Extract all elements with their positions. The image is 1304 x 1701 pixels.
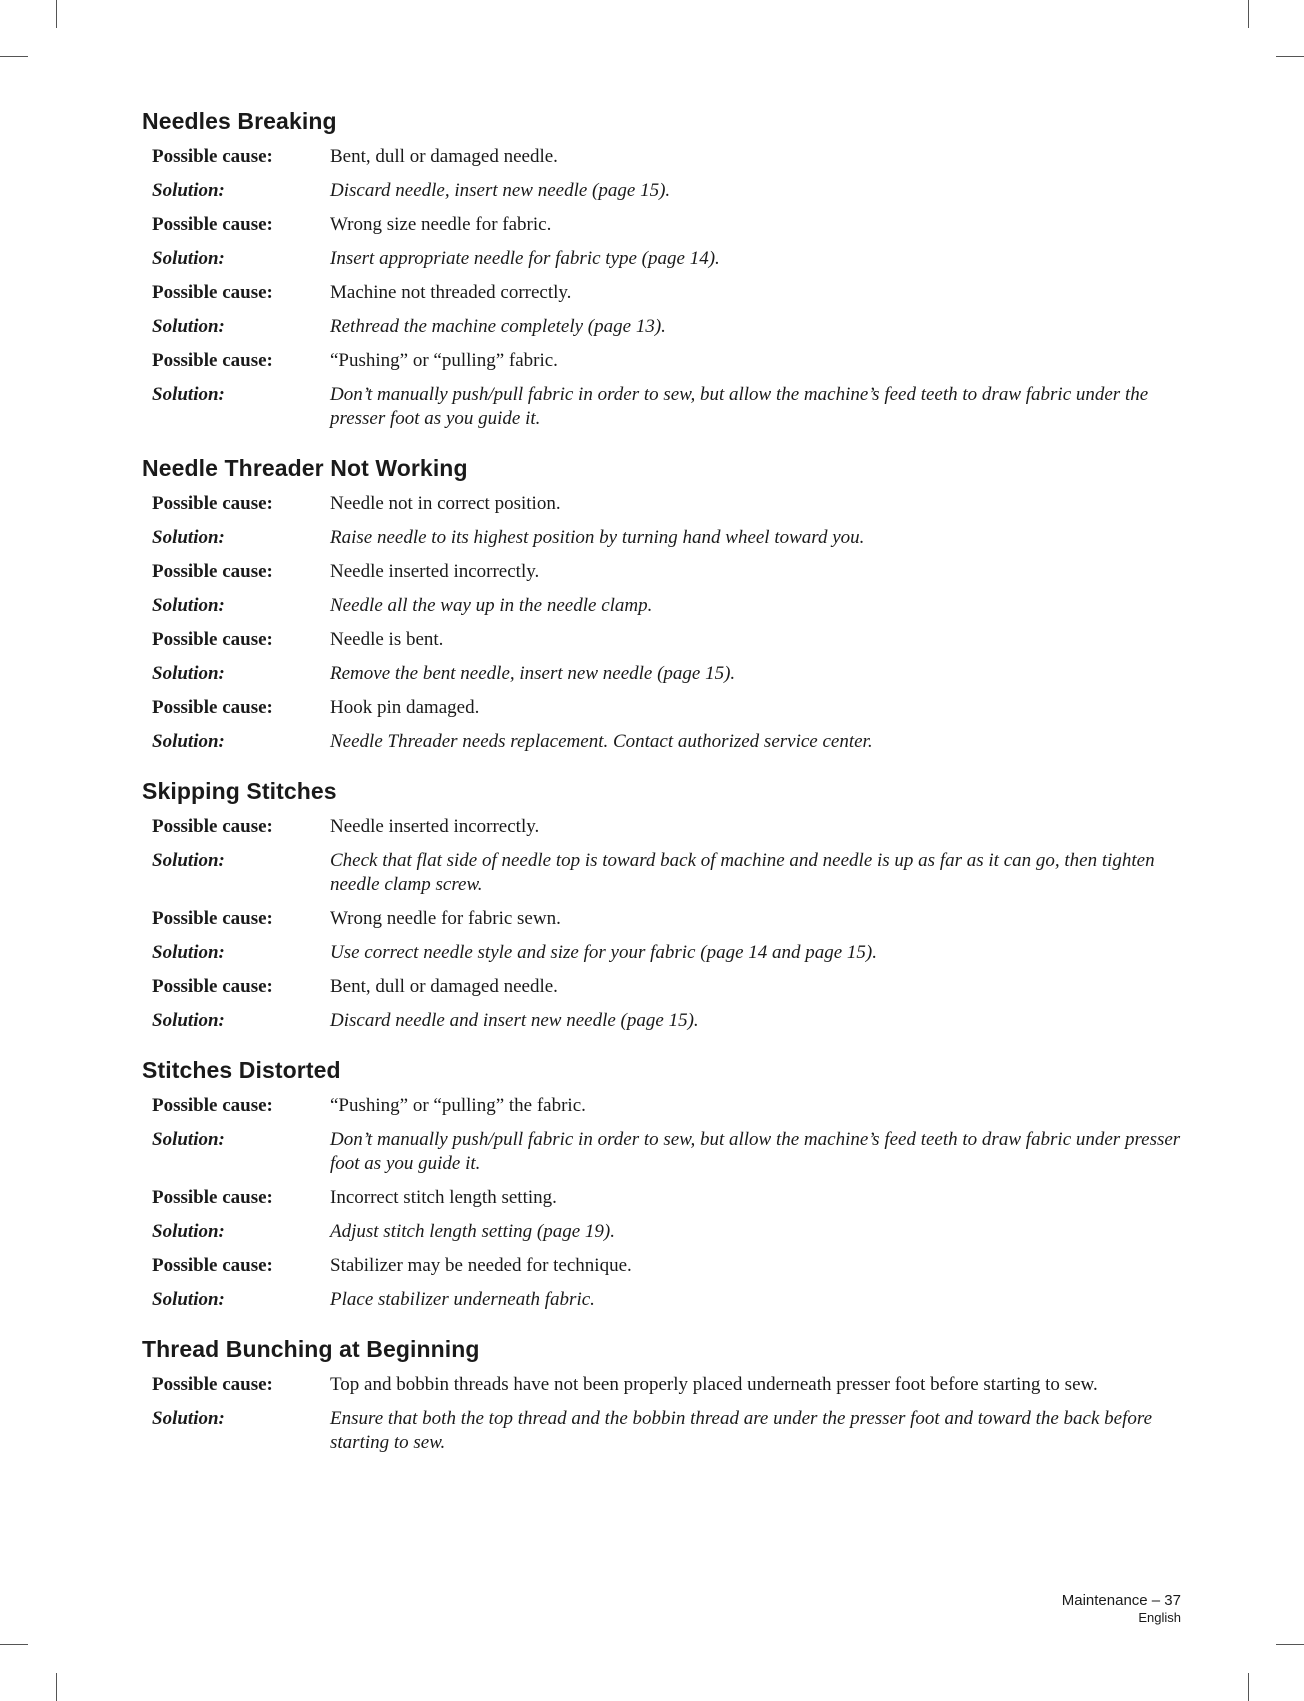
page-footer — [1062, 1592, 1181, 1626]
solution-text: Needle Threader needs replacement. Contact authorized service center. — [330, 731, 873, 752]
crop-mark — [1248, 0, 1249, 28]
solution-label: Solution: — [152, 1221, 225, 1242]
solution-text: Raise needle to its highest position by turning hand wheel toward you. — [330, 527, 865, 548]
section-title: Skipping Stitches — [142, 778, 337, 804]
solution-row — [142, 1128, 1182, 1176]
possible-cause-label: Possible cause: — [152, 214, 273, 235]
solution-text: Adjust stitch length setting (page 19). — [330, 1221, 615, 1242]
solution-label: Solution: — [152, 248, 225, 269]
possible-cause-label: Possible cause: — [152, 697, 273, 718]
possible-cause-text: Bent, dull or damaged needle. — [330, 976, 558, 997]
possible-cause-row — [142, 145, 1182, 169]
possible-cause-text: “Pushing” or “pulling” the fabric. — [330, 1095, 586, 1116]
solution-label: Solution: — [152, 384, 225, 405]
possible-cause-text: Needle is bent. — [330, 629, 444, 650]
section-title: Stitches Distorted — [142, 1057, 341, 1083]
crop-mark — [56, 0, 57, 28]
section-title: Thread Bunching at Beginning — [142, 1336, 480, 1362]
solution-row — [142, 315, 1182, 339]
crop-mark — [1276, 1644, 1304, 1645]
possible-cause-row — [142, 815, 1182, 839]
troubleshooting-section — [142, 455, 1182, 754]
solution-text: Remove the bent needle, insert new needle (page 15). — [330, 663, 736, 684]
possible-cause-text: Needle inserted incorrectly. — [330, 561, 540, 582]
troubleshooting-section — [142, 108, 1182, 431]
possible-cause-row — [142, 1094, 1182, 1118]
solution-text: Ensure that both the top thread and the bobbin thread are under the presser foot and toward the back before starting to sew. — [330, 1408, 1153, 1453]
solution-row — [142, 1407, 1182, 1455]
solution-text: Check that flat side of needle top is toward back of machine and needle is up as far as it can go, then tighten needle clamp screw. — [330, 850, 1155, 895]
crop-mark — [0, 1644, 28, 1645]
possible-cause-label: Possible cause: — [152, 908, 273, 929]
possible-cause-row — [142, 628, 1182, 652]
solution-row — [142, 247, 1182, 271]
solution-label: Solution: — [152, 731, 225, 752]
possible-cause-label: Possible cause: — [152, 282, 273, 303]
possible-cause-text: Wrong size needle for fabric. — [330, 214, 552, 235]
solution-text: Discard needle and insert new needle (page 15). — [330, 1010, 699, 1031]
solution-label: Solution: — [152, 1010, 225, 1031]
troubleshooting-content — [142, 108, 1182, 1479]
possible-cause-label: Possible cause: — [152, 1374, 273, 1395]
page-number: Maintenance – 37 — [1061, 1592, 1181, 1609]
solution-label: Solution: — [152, 1129, 225, 1150]
solution-text: Rethread the machine completely (page 13). — [330, 316, 666, 337]
possible-cause-row — [142, 1373, 1182, 1397]
possible-cause-row — [142, 1186, 1182, 1210]
section-title: Needles Breaking — [142, 108, 337, 134]
possible-cause-row — [142, 1254, 1182, 1278]
troubleshooting-section — [142, 778, 1182, 1033]
possible-cause-row — [142, 975, 1182, 999]
possible-cause-label: Possible cause: — [152, 976, 273, 997]
solution-row — [142, 941, 1182, 965]
troubleshooting-section — [142, 1057, 1182, 1312]
solution-row — [142, 383, 1182, 431]
possible-cause-label: Possible cause: — [152, 561, 273, 582]
possible-cause-text: Incorrect stitch length setting. — [330, 1187, 557, 1208]
solution-row — [142, 594, 1182, 618]
solution-text: Discard needle, insert new needle (page 15). — [330, 180, 671, 201]
crop-mark — [1276, 56, 1304, 57]
possible-cause-text: Wrong needle for fabric sewn. — [330, 908, 561, 929]
language-label: English — [1138, 1610, 1181, 1625]
solution-row — [142, 179, 1182, 203]
possible-cause-row — [142, 349, 1182, 373]
solution-label: Solution: — [152, 527, 225, 548]
solution-label: Solution: — [152, 595, 225, 616]
possible-cause-row — [142, 907, 1182, 931]
possible-cause-label: Possible cause: — [152, 493, 273, 514]
possible-cause-label: Possible cause: — [152, 1255, 273, 1276]
possible-cause-label: Possible cause: — [152, 146, 273, 167]
solution-label: Solution: — [152, 1289, 225, 1310]
solution-row — [142, 526, 1182, 550]
possible-cause-text: Needle inserted incorrectly. — [330, 816, 540, 837]
possible-cause-text: Needle not in correct position. — [330, 493, 561, 514]
possible-cause-row — [142, 560, 1182, 584]
solution-label: Solution: — [152, 180, 225, 201]
possible-cause-text: Stabilizer may be needed for technique. — [330, 1255, 632, 1276]
section-title: Needle Threader Not Working — [142, 455, 468, 481]
solution-row — [142, 730, 1182, 754]
possible-cause-label: Possible cause: — [152, 1187, 273, 1208]
possible-cause-row — [142, 696, 1182, 720]
solution-label: Solution: — [152, 850, 225, 871]
possible-cause-label: Possible cause: — [152, 816, 273, 837]
possible-cause-text: Bent, dull or damaged needle. — [330, 146, 558, 167]
solution-row — [142, 1009, 1182, 1033]
solution-text: Use correct needle style and size for your fabric (page 14 and page 15). — [330, 942, 878, 963]
possible-cause-text: Hook pin damaged. — [330, 697, 480, 718]
possible-cause-row — [142, 281, 1182, 305]
possible-cause-text: “Pushing” or “pulling” fabric. — [330, 350, 558, 371]
possible-cause-label: Possible cause: — [152, 1095, 273, 1116]
troubleshooting-section — [142, 1336, 1182, 1455]
possible-cause-label: Possible cause: — [152, 350, 273, 371]
possible-cause-row — [142, 213, 1182, 237]
solution-text: Don’t manually push/pull fabric in order to sew, but allow the machine’s feed teeth to draw fabric under presser foot as you guide it. — [330, 1129, 1181, 1174]
crop-mark — [56, 1673, 57, 1701]
possible-cause-row — [142, 492, 1182, 516]
solution-text: Place stabilizer underneath fabric. — [330, 1289, 595, 1310]
solution-row — [142, 662, 1182, 686]
solution-label: Solution: — [152, 663, 225, 684]
solution-label: Solution: — [152, 942, 225, 963]
solution-row — [142, 1220, 1182, 1244]
solution-row — [142, 1288, 1182, 1312]
crop-mark — [1248, 1673, 1249, 1701]
solution-row — [142, 849, 1182, 897]
possible-cause-label: Possible cause: — [152, 629, 273, 650]
crop-mark — [0, 56, 28, 57]
solution-label: Solution: — [152, 1408, 225, 1429]
possible-cause-text: Top and bobbin threads have not been properly placed underneath presser foot before starting to sew. — [330, 1374, 1098, 1395]
solution-text: Needle all the way up in the needle clamp. — [330, 595, 653, 616]
solution-text: Don’t manually push/pull fabric in order to sew, but allow the machine’s feed teeth to draw fabric under the presser foot as you guide it. — [330, 384, 1149, 429]
solution-text: Insert appropriate needle for fabric type (page 14). — [330, 248, 720, 269]
solution-label: Solution: — [152, 316, 225, 337]
possible-cause-text: Machine not threaded correctly. — [330, 282, 572, 303]
